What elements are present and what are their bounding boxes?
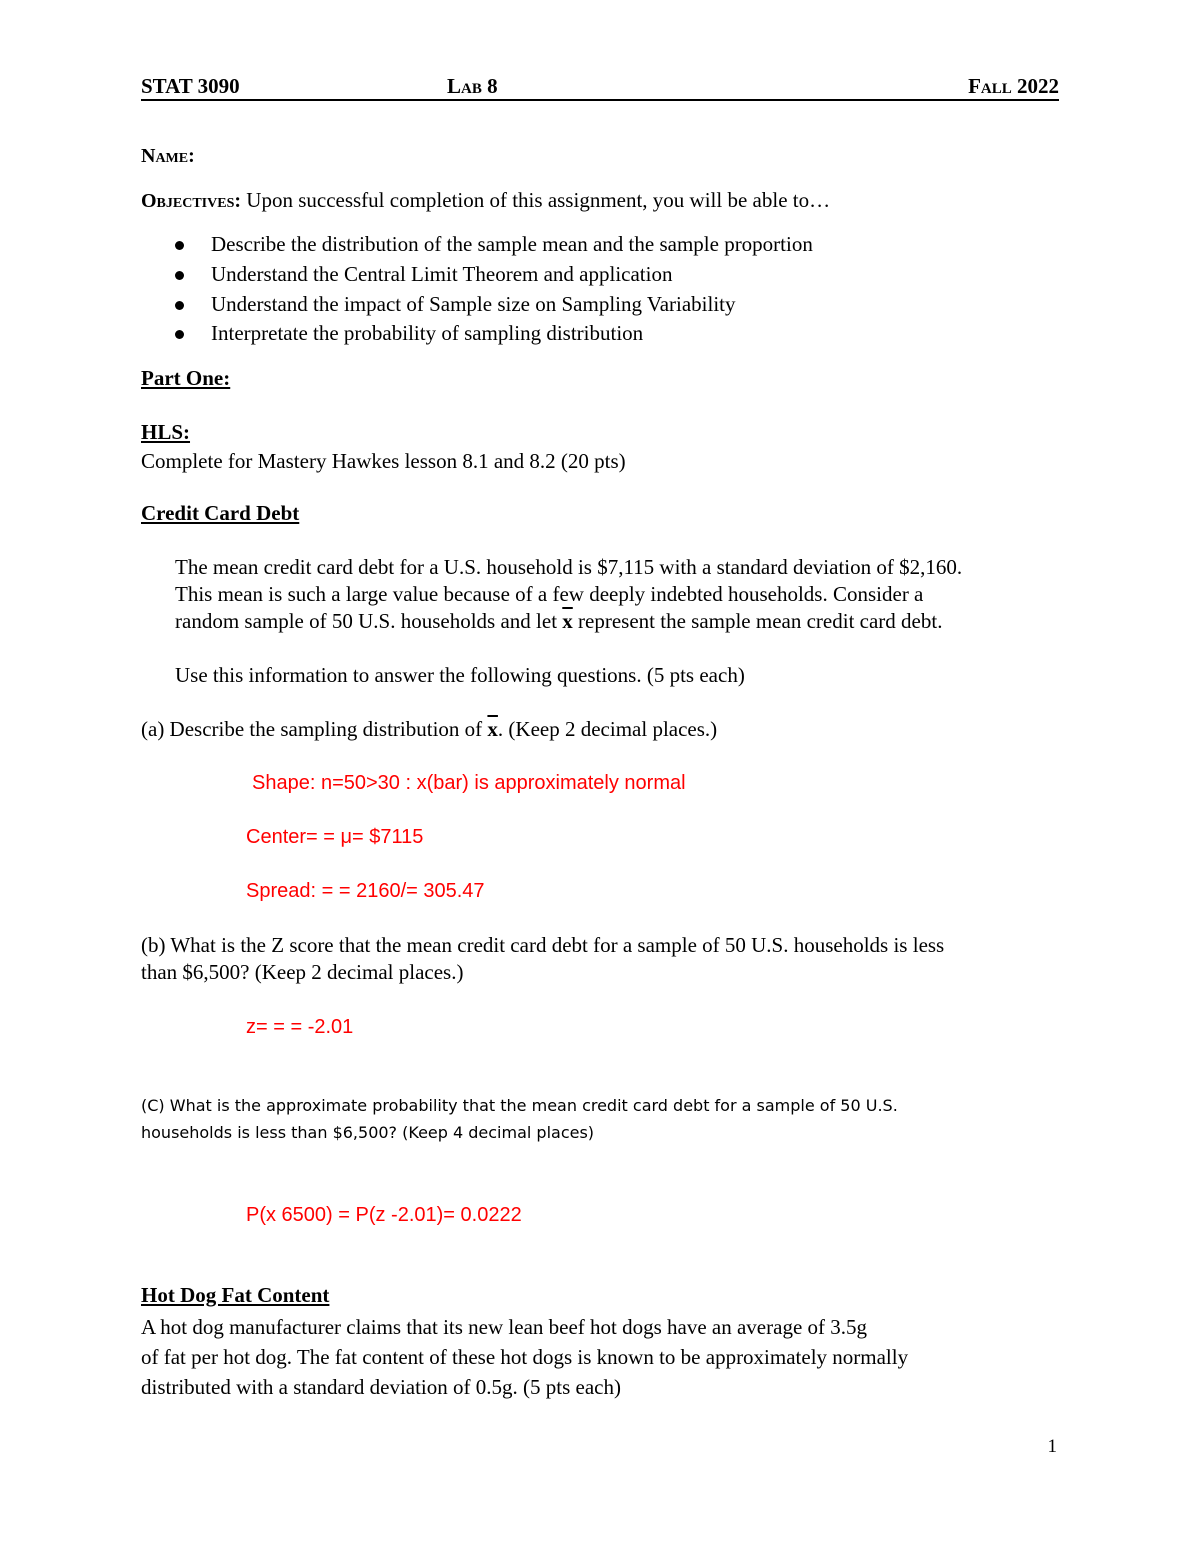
bullet-icon [175, 271, 184, 280]
credit-para-text: represent the sample mean credit card debt. [578, 609, 943, 633]
hot-dog-line: distributed with a standard deviation of 0.5g. (5 pts each) [141, 1375, 621, 1399]
objectives-line [141, 188, 830, 213]
question-a [141, 717, 717, 742]
bullet-icon [175, 301, 184, 310]
credit-para-line [175, 609, 942, 634]
credit-para-line: This mean is such a large value because of a few deeply indebted households. Consider a [175, 582, 924, 606]
answer-shape: Shape: n=50>30 : x(bar) is approximately normal [252, 772, 686, 794]
instructions: Use this information to answer the following questions. (5 pts each) [175, 663, 745, 687]
answer-probability: P(x 6500) = P(z -2.01)= 0.0222 [246, 1204, 522, 1226]
question-a-text: (a) Describe the sampling distribution of [141, 717, 483, 741]
question-c-line: (C) What is the approximate probability that the mean credit card debt for a sample of 50 U.S. [141, 1096, 898, 1115]
xbar-symbol: $\overline{x}$ [487, 717, 498, 741]
hot-dog-line: A hot dog manufacturer claims that its new lean beef hot dogs have an average of 3.5g [141, 1315, 868, 1339]
bullet-icon [175, 330, 184, 339]
objective-item: Interpretate the probability of sampling distribution [211, 321, 644, 345]
hot-dog-line: of fat per hot dog. The fat content of these hot dogs is known to be approximately normally [141, 1345, 909, 1369]
credit-card-heading: Credit Card Debt [141, 501, 300, 525]
answer-spread: Spread: = = 2160/= 305.47 [246, 880, 485, 902]
hls-text: Complete for Mastery Hawkes lesson 8.1 and 8.2 (20 pts) [141, 449, 626, 473]
page-number: 1 [1047, 1436, 1057, 1457]
lab-title: Lab 8 [447, 74, 498, 98]
objective-item: Understand the impact of Sample size on Sampling Variability [211, 292, 736, 316]
course-code: STAT 3090 [141, 74, 240, 98]
header-rule [141, 99, 1059, 101]
question-b-line: than $6,500? (Keep 2 decimal places.) [141, 960, 464, 984]
question-b-line: (b) What is the Z score that the mean credit card debt for a sample of 50 U.S. households is less [141, 933, 945, 957]
credit-para-text: random sample of 50 U.S. households and let [175, 609, 558, 633]
hls-heading: HLS: [141, 420, 191, 444]
bullet-icon [175, 241, 184, 250]
term: Fall 2022 [968, 74, 1059, 98]
xbar-symbol: $\overline{x}$ [562, 609, 573, 633]
hot-dog-heading: Hot Dog Fat Content [141, 1283, 330, 1307]
objective-item: Describe the distribution of the sample mean and the sample proportion [211, 232, 813, 256]
credit-para-line: The mean credit card debt for a U.S. household is $7,115 with a standard deviation of $2,160. [175, 555, 963, 579]
part-one-heading: Part One: [141, 366, 231, 390]
objectives-label: Objectives: [141, 190, 242, 212]
question-a-text: . (Keep 2 decimal places.) [497, 717, 718, 741]
answer-z: z= = = -2.01 [246, 1016, 354, 1038]
objective-item: Understand the Central Limit Theorem and application [211, 262, 673, 286]
answer-center: Center= = μ= $7115 [246, 826, 424, 848]
objectives-intro: Upon successful completion of this assignment, you will be able to… [246, 188, 831, 212]
question-c-line: households is less than $6,500? (Keep 4 decimal places) [141, 1123, 595, 1142]
name-label: Name: [141, 145, 195, 167]
